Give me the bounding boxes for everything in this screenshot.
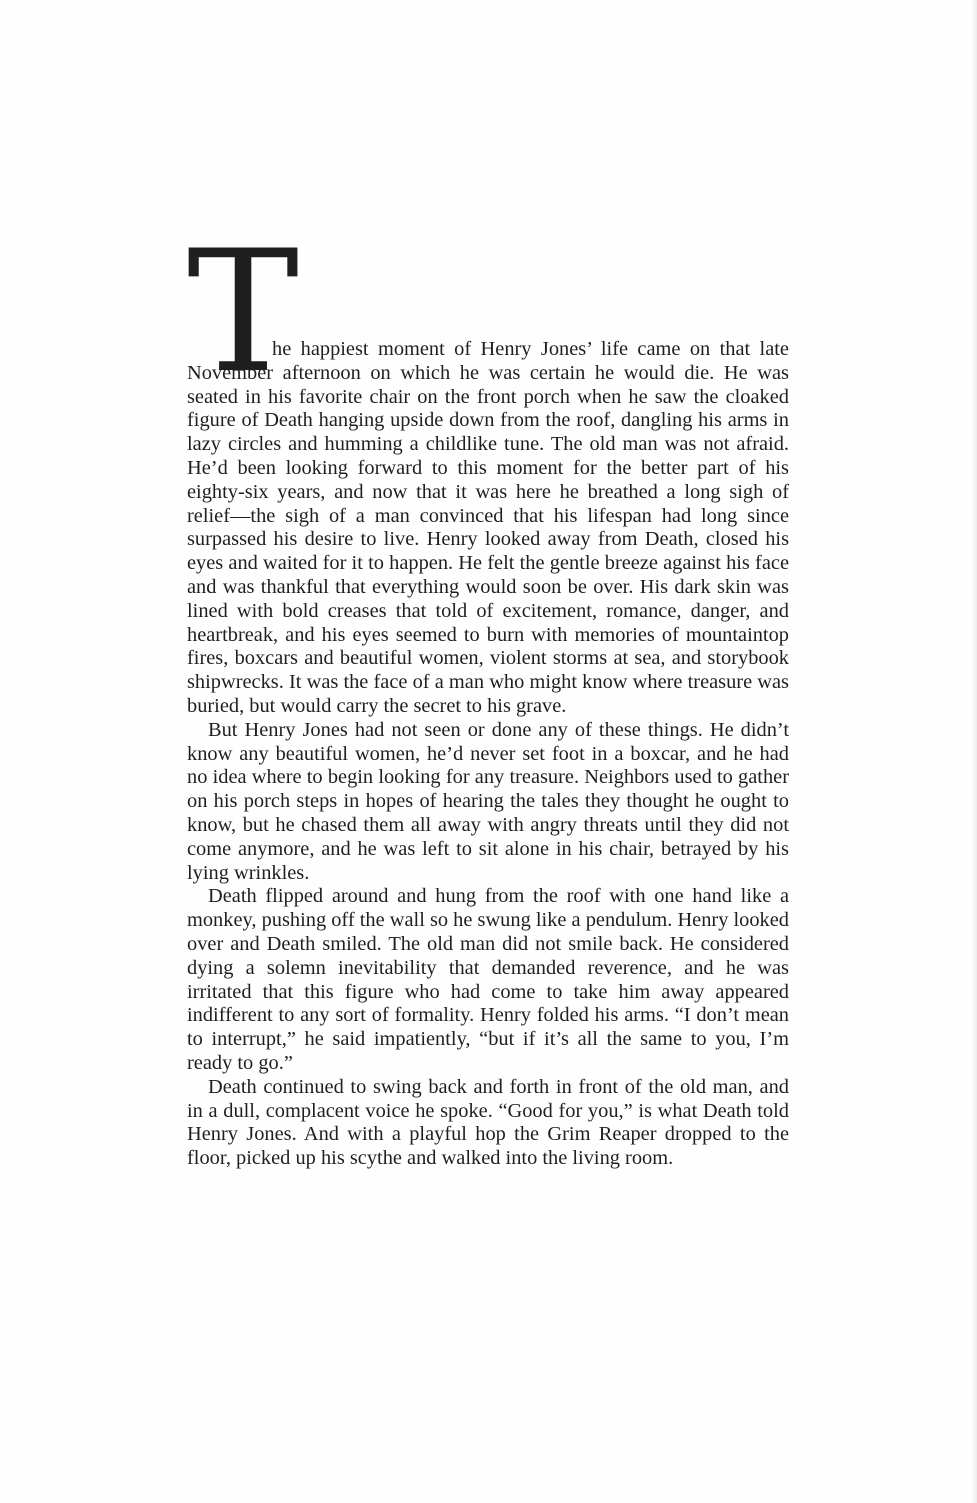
page-edge-shadow xyxy=(971,0,977,1503)
paragraph-2: But Henry Jones had not seen or done any of these things. He didn’t know any beautiful women, he’d never set foot in a boxcar, and he had no idea where to begin looking for any treasure. Neighbors used to gather on his porch steps in hopes of hearing the tales they thought he ought to know, but he chased them all away with angry threats until they did not come anymore, and he was left to sit alone in his chair, betrayed by his lying wrinkles. xyxy=(187,718,789,884)
drop-cap: T xyxy=(187,214,300,410)
body-text xyxy=(187,338,789,1171)
paragraph-1 xyxy=(187,338,789,719)
paragraph-3: Death flipped around and hung from the roof with one hand like a monkey, pushing off the wall so he swung like a pendulum. Henry looked over and Death smiled. The old man did not smile back. He considered dying a solemn inevitability that demanded reverence, and he was irritated that this figure who had come to take him away appeared indifferent to any sort of formality. Henry folded his arms. “I don’t mean to interrupt,” he said impatiently, “but if it’s all the same to you, I’m ready to go.” xyxy=(187,885,789,1074)
paragraph-1-text: he happiest moment of Henry Jones’ life came on that late November afternoon on which he was certain he would die. He was seated in his favorite chair on the front porch when he saw the cloaked figure of Death hanging upside down from the roof, dangling his arms in lazy circles and humming a childlike tune. The old man was not afraid. He’d been looking forward to this moment for the better part of his eighty-six years, and now that it was here he breathed a long sigh of relief—the sigh of a man convinced that his lifespan had long since surpassed his desire to live. Henry looked away from Death, closed his eyes and waited for it to happen. He felt the gentle breeze against his face and was thankful that everything would soon be over. His dark skin was lined with bold creases that told of excitement, romance, danger, and heartbreak, and his eyes seemed to burn with memories of mountaintop fires, boxcars and beautiful women, violent storms at sea, and storybook shipwrecks. It was the face of a man who might know where treasure was buried, but would carry the secret to his grave. xyxy=(187,338,789,717)
paragraph-4: Death continued to swing back and forth in front of the old man, and in a dull, complacent voice he spoke. “Good for you,” is what Death told Henry Jones. And with a playful hop the Grim Reaper dropped to the floor, picked up his scythe and walked into the living room. xyxy=(187,1075,789,1170)
